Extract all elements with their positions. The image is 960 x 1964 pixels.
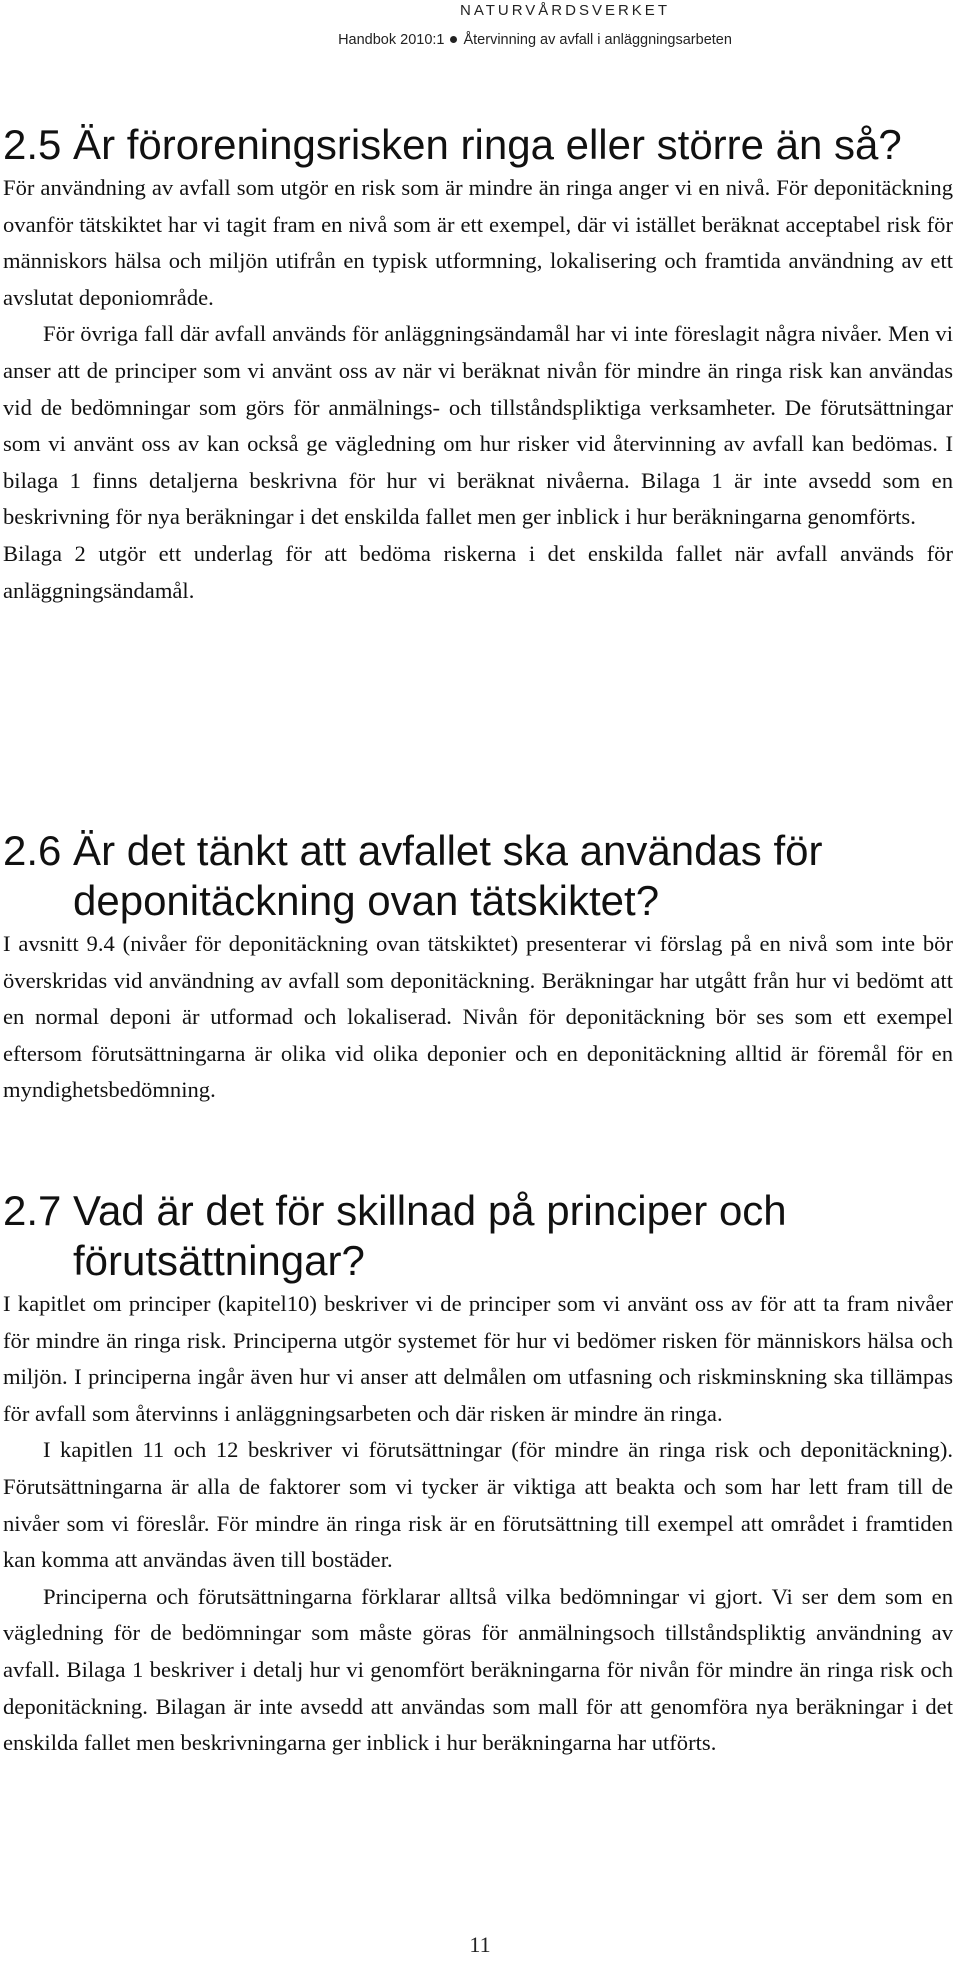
- paragraph: Principerna och förutsättningarna förklarar alltså vilka bedömningar vi gjort. Vi ser dem som en vägledning för de bedömningar som måste göras för anmälningsoch tillståndspliktig användning av avfall. Bilaga 1 beskriver i detalj hur vi genomfört beräkningarna för nivån för mindre än ringa risk och deponitäckning. Bilagan är inte avsedd att användas som mall för att genomföra nya beräkningar i det enskilda fallet men beskrivningarna ger inblick i hur beräkningarna har utförts.: [3, 1583, 953, 1756]
- section-2-5: [3, 120, 953, 609]
- paragraph: Bilaga 2 utgör ett underlag för att bedöma riskerna i det enskilda fallet när avfall används för anläggningsändamål.: [3, 540, 953, 603]
- section-2-7: [3, 1186, 953, 1762]
- paragraph: I avsnitt 9.4 (nivåer för deponitäckning ovan tätskiktet) presenterar vi förslag på en nivå som inte bör överskridas vid användning av avfall som deponitäckning. Beräkningar har utgått från hur vi bedömt att en normal deponi är utformad och lokaliserad. Nivån för deponitäckning bör ses som ett exempel eftersom förutsättningarna är olika vid olika deponier och en deponitäckning alltid är föremål för en myndighetsbedömning.: [3, 931, 953, 1103]
- page-number: 11: [469, 1932, 491, 1957]
- section-heading: 2.6 Är det tänkt att avfallet ska användas för deponitäckning ovan tätskiktet?: [3, 827, 823, 924]
- paragraph: För användning av avfall som utgör en risk som är mindre än ringa anger vi en nivå. För deponitäckning ovanför tätskiktet har vi tagit fram en nivå som är ett exempel, där vi istället beräknat acceptabel risk för människors hälsa och miljön utifrån en typisk utformning, lokalisering och framtida användning av ett avslutat deponiområde.: [3, 175, 953, 310]
- header-title: Återvinning av avfall i anläggningsarbeten: [463, 32, 732, 48]
- header-subtitle: [300, 32, 770, 48]
- section-2-6: [3, 826, 953, 1109]
- header-handbook: Handbok 2010:1: [338, 32, 445, 48]
- paragraph: För övriga fall där avfall används för anläggningsändamål har vi inte föreslagit några nivåer. Men vi anser att de principer som vi använt oss av när vi beräknat nivån för mindre än ringa risk kan användas vid de bedömningar som görs för anmälnings- och tillståndspliktiga verksamheter. De förutsättningar som vi använt oss av kan också ge vägledning om hur risker vid återvinning av avfall kan bedömas. I bilaga 1 finns detaljerna beskrivna för hur vi beräknat nivåerna. Bilaga 1 är inte avsedd som en beskrivning för nya beräkningar i det enskilda fallet men ger inblick i hur beräkningarna genomförts.: [3, 321, 953, 530]
- header-agency: NATURVÅRDSVERKET: [460, 2, 670, 19]
- section-heading: 2.7 Vad är det för skillnad på principer och förutsättningar?: [3, 1187, 787, 1284]
- section-heading: 2.5 Är föroreningsrisken ringa eller större än så?: [3, 121, 902, 168]
- paragraph: I kapitlen 11 och 12 beskriver vi förutsättningar (för mindre än ringa risk och deponitäckning). Förutsättningarna är alla de faktorer som vi tycker är viktiga att beakta och som har lett fram till de nivåer som vi föreslår. För mindre än ringa risk är en förutsättning till exempel att området i framtiden kan komma att användas även till bostäder.: [3, 1437, 953, 1573]
- bullet-icon: [450, 36, 457, 43]
- paragraph: I kapitlet om principer (kapitel10) beskriver vi de principer som vi använt oss av för att ta fram nivåer för mindre än ringa risk. Principerna utgör systemet för hur vi bedömer risken för människors hälsa och miljön. I principerna ingår även hur vi anser att delmålen om utfasning och riskminskning ska tillämpas för avfall som återvinns i anläggningsarbeten och där risken är mindre än ringa.: [3, 1291, 953, 1426]
